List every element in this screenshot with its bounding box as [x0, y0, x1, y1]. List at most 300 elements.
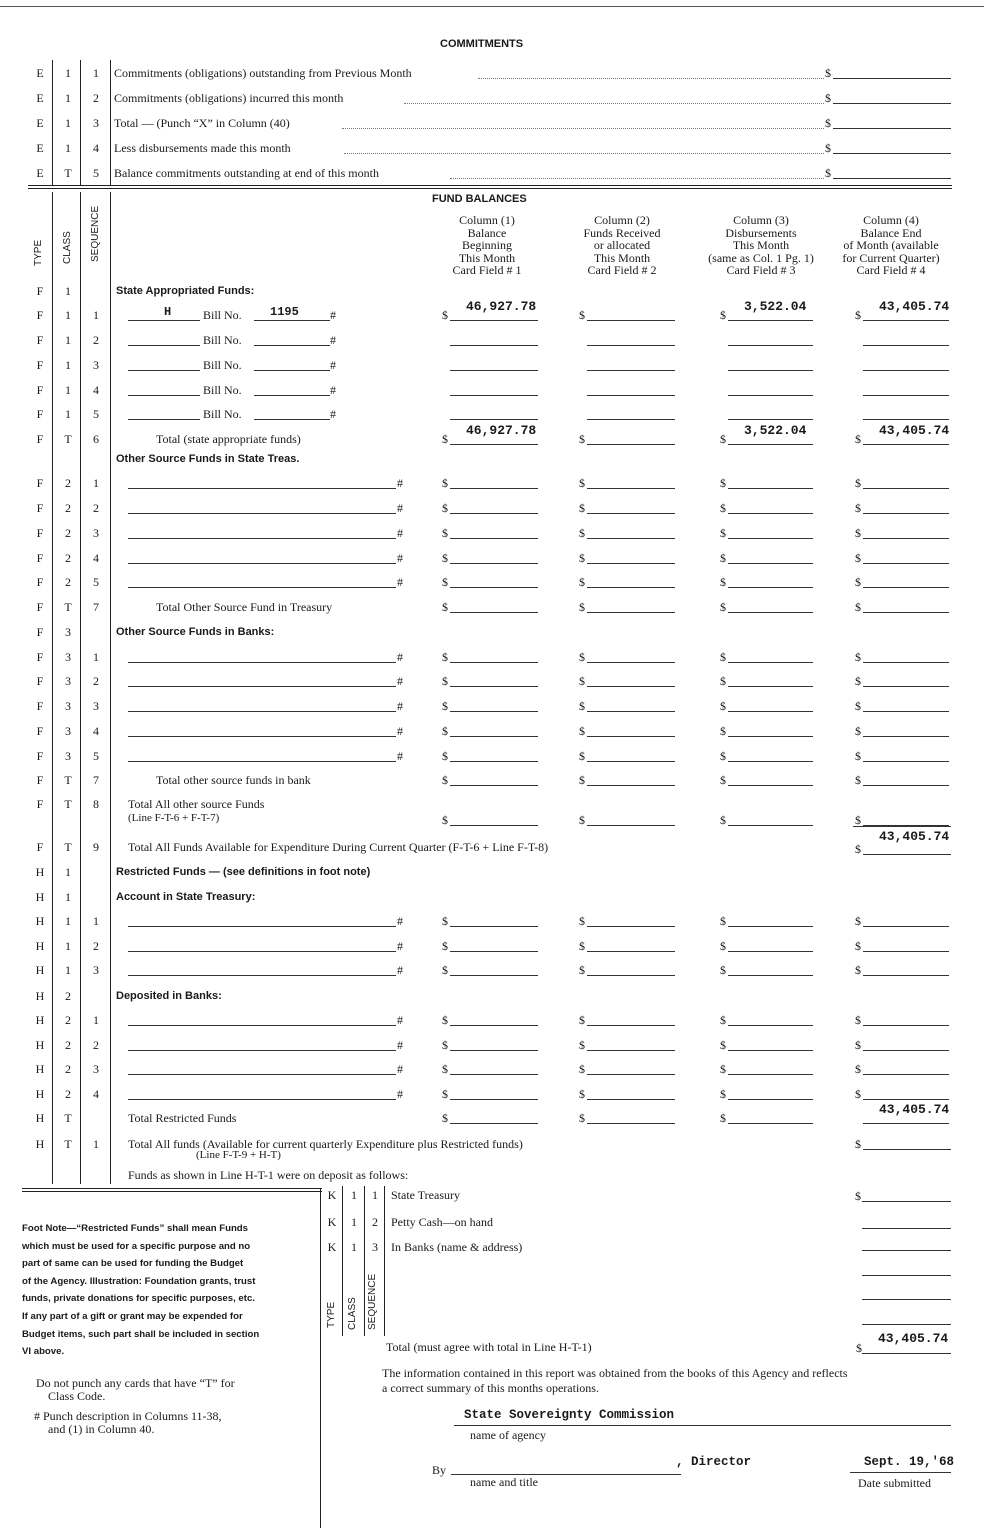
- dollar-sign: $: [579, 1013, 585, 1027]
- type-code: E: [36, 91, 44, 105]
- class-code: 1: [65, 914, 71, 928]
- total-sublabel: (Line F-T-9 + H-T): [196, 1149, 281, 1161]
- type-code: F: [36, 407, 44, 421]
- amount-line: [728, 345, 813, 346]
- deposit-total-label: Total (must agree with total in Line H-T-1): [386, 1340, 592, 1354]
- amount-line: [863, 761, 949, 762]
- description-line: [128, 662, 396, 663]
- amount-line: [728, 1099, 813, 1100]
- amount-line: [728, 1123, 813, 1124]
- amount-line: [450, 1123, 538, 1124]
- amount-line: [450, 320, 538, 321]
- column-header-line: This Month: [732, 238, 790, 253]
- type-code: F: [36, 625, 44, 639]
- amount-line: [728, 563, 813, 564]
- hash-mark: #: [397, 575, 403, 589]
- column-header-line: Column (1): [459, 213, 515, 227]
- sequence-code: 2: [93, 333, 99, 347]
- sequence-code: 1: [93, 476, 99, 490]
- dollar-sign: $: [720, 1111, 726, 1125]
- hash-mark: #: [397, 551, 403, 565]
- amount-line: [728, 686, 813, 687]
- class-code: 1: [351, 1240, 357, 1254]
- class-code: 2: [65, 526, 71, 540]
- hash-mark: #: [330, 358, 336, 372]
- bill-label: Bill No.: [203, 333, 242, 347]
- amount-line: [728, 1074, 813, 1075]
- class-code: 1: [65, 284, 71, 298]
- amount-value: 3,522.04: [744, 299, 807, 314]
- amount-line: [587, 419, 675, 420]
- dollar-sign: $: [720, 749, 726, 763]
- dollar-sign: $: [855, 699, 861, 713]
- sequence-code: 6: [93, 432, 99, 446]
- hash-mark: #: [330, 383, 336, 397]
- punch-note-1: # Punch description in Columns 11-38,: [34, 1409, 222, 1423]
- amount-line: [862, 1324, 951, 1325]
- amount-line: [863, 1025, 949, 1026]
- amount-line: [728, 926, 813, 927]
- deposit-label: Petty Cash—on hand: [391, 1215, 493, 1229]
- dollar-sign: $: [720, 1062, 726, 1076]
- amount-line: [587, 662, 675, 663]
- bill-prefix-line: [128, 370, 200, 371]
- bill-prefix: H: [164, 305, 172, 319]
- amount-value: 43,405.74: [879, 423, 950, 438]
- amount-line: [728, 419, 813, 420]
- dollar-sign: $: [579, 1111, 585, 1125]
- amount-line: [833, 78, 951, 79]
- footnote-line: funds, private donations for specific purposes, etc.: [22, 1293, 255, 1305]
- no-punch-note-2: Class Code.: [48, 1389, 106, 1403]
- dollar-sign: $: [855, 1087, 861, 1101]
- dollar-sign: $: [579, 939, 585, 953]
- amount-line: [863, 686, 949, 687]
- amount-line: [863, 444, 949, 445]
- amount-line: [587, 345, 675, 346]
- amount-line: [853, 826, 951, 827]
- deposit-intro: Funds as shown in Line H-T-1 were on deposit as follows:: [128, 1168, 409, 1182]
- footnote-box-top: [22, 1188, 322, 1189]
- class-code: 2: [65, 1038, 71, 1052]
- amount-line: [587, 1025, 675, 1026]
- amount-line: [863, 736, 949, 737]
- hash-mark: #: [397, 749, 403, 763]
- amount-line: [862, 1250, 951, 1251]
- column-header-line: or allocated: [593, 238, 651, 253]
- class-code: 3: [65, 650, 71, 664]
- dollar-sign: $: [442, 1062, 448, 1076]
- amount-line: [728, 951, 813, 952]
- type-code: F: [36, 699, 44, 713]
- description-line: [128, 926, 396, 927]
- amount-line: [728, 736, 813, 737]
- agency-caption: name of agency: [470, 1428, 546, 1442]
- column-header-line: of Month (available: [843, 238, 939, 253]
- hash-mark: #: [397, 939, 403, 953]
- type-code: F: [36, 724, 44, 738]
- amount-line: [450, 345, 538, 346]
- amount-line: [587, 444, 675, 445]
- total-label: Total All other source Funds: [128, 797, 265, 811]
- class-code: 1: [65, 308, 71, 322]
- column-header-line: Card Field # 1: [452, 263, 522, 278]
- column-header-line: Card Field # 2: [587, 263, 657, 278]
- type-code: H: [35, 1013, 45, 1027]
- amount-line: [863, 926, 949, 927]
- class-code: 2: [65, 476, 71, 490]
- sequence-code: 3: [93, 1062, 99, 1076]
- bill-number-line: [254, 395, 330, 396]
- amount-line: [833, 153, 951, 154]
- dollar-sign: $: [579, 476, 585, 490]
- dollar-sign: $: [855, 842, 861, 856]
- dollar-sign: $: [720, 501, 726, 515]
- class-code: 3: [65, 699, 71, 713]
- hash-mark: #: [397, 1013, 403, 1027]
- type-code: K: [327, 1215, 337, 1229]
- amount-line: [450, 1074, 538, 1075]
- dollar-sign: $: [442, 914, 448, 928]
- sequence-code: 3: [93, 526, 99, 540]
- amount-line: [587, 513, 675, 514]
- amount-line: [728, 587, 813, 588]
- amount-line: [863, 711, 949, 712]
- dollar-sign: $: [720, 1087, 726, 1101]
- amount-line: [863, 538, 949, 539]
- dollar-sign: $: [579, 526, 585, 540]
- amount-line: [450, 686, 538, 687]
- amount-line: [728, 825, 813, 826]
- hash-mark: #: [397, 674, 403, 688]
- dollar-sign: $: [856, 1341, 862, 1355]
- description-line: [128, 761, 396, 762]
- k-class-header: CLASS: [347, 1297, 358, 1330]
- amount-line: [450, 488, 538, 489]
- type-code: F: [36, 501, 44, 515]
- amount-line: [587, 736, 675, 737]
- sequence-code: 3: [93, 963, 99, 977]
- amount-line: [862, 1275, 951, 1276]
- amount-line: [728, 761, 813, 762]
- type-code: E: [36, 116, 44, 130]
- dollar-sign: $: [855, 551, 861, 565]
- class-code: 2: [65, 501, 71, 515]
- amount-line: [587, 951, 675, 952]
- amount-line: [728, 711, 813, 712]
- dollar-sign: $: [720, 699, 726, 713]
- column-header-line: (same as Col. 1 Pg. 1): [708, 250, 814, 265]
- sequence-code: 9: [93, 840, 99, 854]
- dollar-sign: $: [855, 575, 861, 589]
- amount-line: [863, 513, 949, 514]
- amount-line: [728, 538, 813, 539]
- rule: [384, 1186, 385, 1336]
- hash-mark: #: [397, 914, 403, 928]
- amount-line: [862, 1353, 951, 1354]
- dollar-sign: $: [720, 724, 726, 738]
- dollar-sign: $: [579, 674, 585, 688]
- dollar-sign: $: [825, 166, 831, 180]
- hash-mark: #: [397, 1038, 403, 1052]
- amount-line: [587, 711, 675, 712]
- name-caption: name and title: [470, 1475, 538, 1489]
- sequence-code: 3: [93, 358, 99, 372]
- description-line: [128, 951, 396, 952]
- class-code: 1: [65, 333, 71, 347]
- class-code: 1: [65, 939, 71, 953]
- hash-mark: #: [397, 526, 403, 540]
- class-code: 1: [65, 383, 71, 397]
- dollar-sign: $: [579, 501, 585, 515]
- amount-line: [728, 513, 813, 514]
- commitment-label: Total — (Punch “X” in Column (40): [114, 116, 290, 130]
- type-code: F: [36, 674, 44, 688]
- agency-name: State Sovereignty Commission: [464, 1408, 675, 1422]
- dollar-sign: $: [855, 773, 861, 787]
- column-header-line: Disbursements: [725, 225, 797, 240]
- hash-mark: #: [397, 1062, 403, 1076]
- column-header-line: Card Field # 4: [856, 263, 926, 278]
- bill-label: Bill No.: [203, 358, 242, 372]
- dollar-sign: $: [442, 1087, 448, 1101]
- date-caption: Date submitted: [858, 1476, 931, 1490]
- rule: [342, 1186, 343, 1336]
- sequence-code: 1: [93, 1013, 99, 1027]
- sequence-code: 5: [93, 166, 99, 180]
- amount-line: [450, 1025, 538, 1026]
- dollar-sign: $: [442, 724, 448, 738]
- column-header-line: Funds Received: [583, 225, 661, 240]
- column-header-line: Card Field # 3: [726, 263, 796, 278]
- bill-number: 1195: [270, 305, 299, 319]
- description-line: [128, 587, 396, 588]
- type-code: H: [35, 914, 45, 928]
- dollar-sign: $: [720, 1038, 726, 1052]
- type-code: H: [35, 989, 45, 1003]
- type-code: K: [327, 1240, 337, 1254]
- sequence-code: 4: [93, 551, 99, 565]
- description-line: [128, 1074, 396, 1075]
- dollar-sign: $: [720, 813, 726, 827]
- amount-line: [587, 563, 675, 564]
- class-code: 2: [65, 551, 71, 565]
- amount-line: [587, 320, 675, 321]
- description-line: [128, 538, 396, 539]
- amount-line: [728, 320, 813, 321]
- commitments-title: COMMITMENTS: [440, 38, 524, 50]
- description-line: [128, 1050, 396, 1051]
- amount-line: [863, 370, 949, 371]
- type-code: F: [36, 575, 44, 589]
- dollar-sign: $: [855, 749, 861, 763]
- dollar-sign: $: [442, 1038, 448, 1052]
- dollar-sign: $: [855, 1013, 861, 1027]
- dollar-sign: $: [720, 939, 726, 953]
- dollar-sign: $: [720, 526, 726, 540]
- dollar-sign: $: [855, 963, 861, 977]
- dollar-sign: $: [825, 66, 831, 80]
- class-code: 3: [65, 674, 71, 688]
- total-label: Total All Funds Available for Expenditure During Current Quarter (F-T-6 + Line F-T-8): [128, 840, 549, 854]
- amount-line: [450, 785, 538, 786]
- column-header: [557, 214, 687, 277]
- k-type-header: TYPE: [326, 1301, 337, 1328]
- amount-line: [863, 1050, 949, 1051]
- dollar-sign: $: [720, 551, 726, 565]
- dollar-sign: $: [855, 432, 861, 446]
- dollar-sign: $: [579, 551, 585, 565]
- dollar-sign: $: [720, 308, 726, 322]
- class-code: 3: [65, 625, 71, 639]
- amount-line: [450, 711, 538, 712]
- description-line: [128, 975, 396, 976]
- class-code: 1: [351, 1188, 357, 1202]
- dollar-sign: $: [825, 91, 831, 105]
- type-code: E: [36, 141, 44, 155]
- amount-line: [587, 926, 675, 927]
- amount-line: [587, 538, 675, 539]
- footnote-line: which must be used for a specific purpose and no: [22, 1240, 251, 1252]
- amount-line: [863, 785, 949, 786]
- type-code: F: [36, 749, 44, 763]
- section-heading: State Appropriated Funds:: [116, 285, 255, 297]
- hash-mark: #: [397, 699, 403, 713]
- dollar-sign: $: [579, 308, 585, 322]
- date-submitted: Sept. 19,'68: [864, 1455, 955, 1469]
- section-divider: [28, 185, 952, 186]
- footnote-box-right: [320, 1188, 321, 1528]
- sequence-code: 3: [93, 116, 99, 130]
- total-label: Total Other Source Fund in Treasury: [156, 600, 333, 614]
- bill-prefix-line: [128, 320, 200, 321]
- type-code: F: [36, 284, 44, 298]
- sequence-code: 5: [93, 575, 99, 589]
- section-divider: [28, 188, 952, 189]
- leader-dots: [344, 153, 824, 154]
- dollar-sign: $: [442, 699, 448, 713]
- type-code: H: [35, 1062, 45, 1076]
- dollar-sign: $: [855, 1062, 861, 1076]
- sequence-code: 3: [93, 699, 99, 713]
- sequence-code: 2: [93, 939, 99, 953]
- amount-value: 43,405.74: [879, 1102, 950, 1117]
- description-line: [128, 1025, 396, 1026]
- amount-line: [863, 975, 949, 976]
- dollar-sign: $: [720, 914, 726, 928]
- column-header-line: Column (3): [733, 213, 789, 227]
- certification-line-1: The information contained in this report was obtained from the books of this Agency and reflects: [382, 1366, 848, 1380]
- class-code: 2: [65, 1062, 71, 1076]
- class-code: 1: [65, 963, 71, 977]
- sequence-code: 1: [93, 308, 99, 322]
- column-header: [422, 214, 552, 277]
- dollar-sign: $: [855, 914, 861, 928]
- amount-line: [833, 128, 951, 129]
- class-code: T: [64, 600, 72, 614]
- amount-value: 3,522.04: [744, 423, 807, 438]
- type-code: H: [35, 963, 45, 977]
- amount-line: [863, 1074, 949, 1075]
- amount-line: [863, 320, 949, 321]
- deposit-label: In Banks (name & address): [391, 1240, 523, 1254]
- amount-line: [450, 513, 538, 514]
- class-code: T: [64, 797, 72, 811]
- amount-line: [863, 662, 949, 663]
- amount-line: [728, 612, 813, 613]
- sequence-code: 8: [93, 797, 99, 811]
- sequence-code: 7: [93, 600, 99, 614]
- amount-line: [450, 395, 538, 396]
- class-code: 1: [65, 66, 71, 80]
- type-code: F: [36, 358, 44, 372]
- type-code: E: [36, 66, 44, 80]
- amount-line: [450, 761, 538, 762]
- sequence-code: 2: [372, 1215, 378, 1229]
- leader-dots: [478, 78, 824, 79]
- amount-line: [728, 785, 813, 786]
- dollar-sign: $: [720, 674, 726, 688]
- commitment-label: Balance commitments outstanding at end of this month: [114, 166, 379, 180]
- amount-value: 46,927.78: [466, 423, 537, 438]
- class-code: 1: [65, 407, 71, 421]
- total-label: Total Restricted Funds: [128, 1111, 237, 1125]
- class-code: 2: [65, 1087, 71, 1101]
- type-code: H: [35, 1111, 45, 1125]
- dollar-sign: $: [442, 749, 448, 763]
- dollar-sign: $: [579, 963, 585, 977]
- dollar-sign: $: [442, 650, 448, 664]
- amount-line: [863, 1123, 949, 1124]
- amount-line: [450, 370, 538, 371]
- class-code: T: [64, 840, 72, 854]
- section-heading: Other Source Funds in Banks:: [116, 626, 275, 638]
- type-code: E: [36, 166, 44, 180]
- bill-number-line: [254, 345, 330, 346]
- bill-prefix-line: [128, 419, 200, 420]
- sequence-code: 1: [93, 66, 99, 80]
- commitment-label: Commitments (obligations) incurred this month: [114, 91, 344, 105]
- class-code: 1: [65, 91, 71, 105]
- amount-line: [450, 563, 538, 564]
- rule: [110, 192, 111, 1184]
- amount-line: [728, 488, 813, 489]
- section-heading: Account in State Treasury:: [116, 891, 256, 903]
- amount-line: [728, 444, 813, 445]
- column-header-line: Column (4): [863, 213, 919, 227]
- amount-line: [862, 1228, 951, 1229]
- amount-line: [833, 178, 951, 179]
- amount-line: [587, 488, 675, 489]
- column-header-line: for Current Quarter): [842, 250, 940, 265]
- footnote-line: If any part of a gift or grant may be expended for: [22, 1311, 243, 1322]
- amount-line: [863, 488, 949, 489]
- dollar-sign: $: [442, 432, 448, 446]
- class-code: T: [64, 773, 72, 787]
- dollar-sign: $: [855, 1038, 861, 1052]
- dollar-sign: $: [442, 575, 448, 589]
- amount-line: [587, 1099, 675, 1100]
- hash-mark: #: [397, 1087, 403, 1101]
- bill-number-line: [254, 419, 330, 420]
- dollar-sign: $: [579, 650, 585, 664]
- amount-line: [587, 587, 675, 588]
- class-code: 1: [65, 358, 71, 372]
- type-code: H: [35, 865, 45, 879]
- rule: [364, 1186, 365, 1336]
- footnote-line: part of same can be used for funding the Budget: [22, 1258, 244, 1270]
- k-sequence-header: SEQUENCE: [367, 1273, 378, 1330]
